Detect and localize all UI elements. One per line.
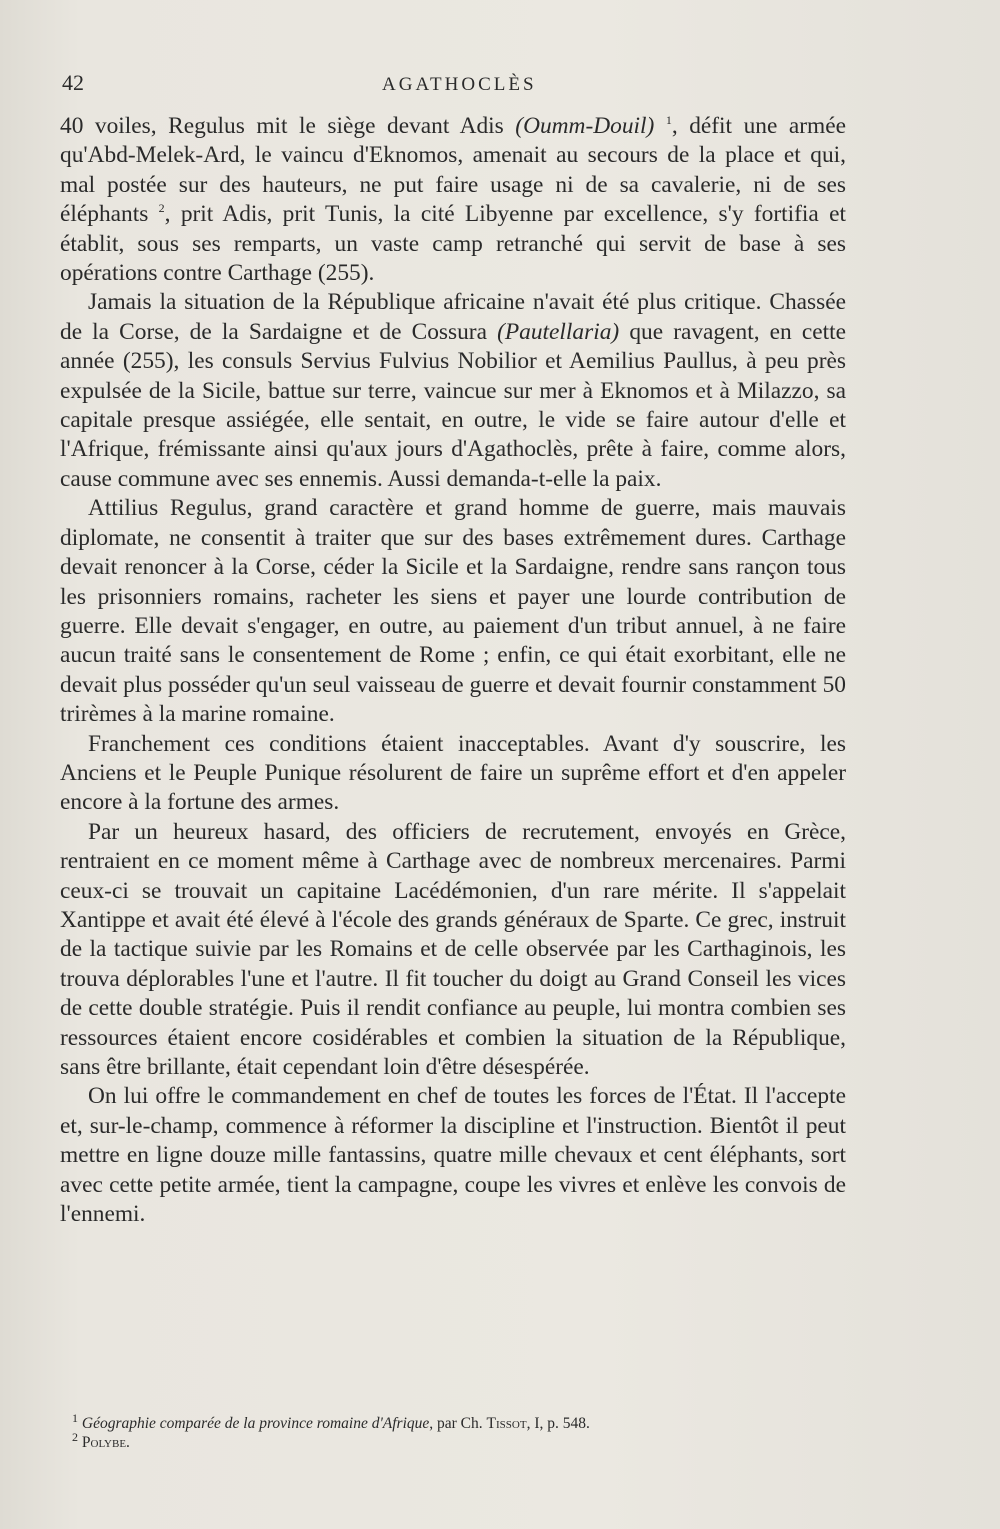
footnote-number: 2 bbox=[72, 1429, 78, 1444]
page-number: 42 bbox=[62, 70, 84, 95]
text-run: , défit une armée qu'Abd-Melek-Ard, le vaincu d'Eknomos, amenait au secours de la place et qui, mal postée sur des hauteurs, ne put faire usage ni de sa cavalerie, ni de ses éléphants bbox=[60, 113, 846, 228]
text-run: 40 voiles, Regulus mit le siège devant Adis bbox=[60, 113, 516, 139]
paragraph: Franchement ces conditions étaient inacceptables. Avant d'y souscrire, les Anciens et le Peuple Punique résolurent de faire un suprême effort et d'en appeler encore à la fortune des armes. bbox=[60, 730, 846, 816]
paragraph: On lui offre le commandement en chef de toutes les forces de l'État. Il l'accepte et, sur-le-champ, commence à réformer la discipline et l'instruction. Bientôt il peut mettre en ligne douze mille fantassins, quatre mille chevaux et cent éléphants, sort avec cette petite armée, tient la campagne, coupe les vivres et enlève les convois de l'ennemi. bbox=[60, 1083, 846, 1228]
paragraph: Par un heureux hasard, des officiers de recrutement, envoyés en Grèce, rentraient en ce moment même à Carthage avec de nombreux mercenaires. Parmi ceux-ci se trouvait un capitaine Lacédémonien, d'un rare mérite. Il s'appelait Xantippe et avait été élevé à l'école des grands généraux de Sparte. Ce grec, instruit de la tactique suivie par les Romains et de celle observée par les Carthaginois, les trouva déplorables l'une et l'autre. Il fit toucher du doigt au Grand Conseil les vices de cette double stratégie. Puis il rendit confiance au peuple, lui montra combien ses ressources étaient encore cosidérables et combien la situation de la République, sans être brillante, était cependant loin d'être désespérée. bbox=[60, 818, 846, 1080]
footnote-number: 1 bbox=[72, 1410, 78, 1425]
footnote-author: Polybe. bbox=[81, 1434, 130, 1451]
footnote-ref: 2 bbox=[158, 201, 165, 216]
running-title: AGATHOCLÈS bbox=[382, 74, 537, 95]
paragraph: Attilius Regulus, grand caractère et grand homme de guerre, mais mauvais diplomate, ne consentit à traiter que sur des bases extrêmement dures. Carthage devait renoncer à la Corse, céder la Sicile et la Sardaigne, rendre sans rançon tous les prisonniers romains, racheter les siens et payer une lourde contribution de guerre. Elle devait s'engager, en outre, au paiement d'un tribut annuel, à ne faire aucun traité sans le consentement de Rome ; enfin, ce qui était exorbitant, elle ne devait plus posséder qu'un seul vaisseau de guerre et devait fournir constamment 50 trirèmes à la marine romaine. bbox=[60, 495, 846, 728]
footnote bbox=[72, 1410, 852, 1433]
text-run: , I, p. 548. bbox=[526, 1415, 590, 1432]
text-run: , prit Adis, prit Tunis, la cité Libyenne par excellence, s'y fortifia et établit, sous ses remparts, un vaste camp retranché qui servit de base à ses opérations contre Carthage (255). bbox=[60, 201, 847, 287]
footnote-author: Tissot bbox=[486, 1415, 527, 1432]
footnote-title: Géographie comparée de la province romaine d'Afrique bbox=[81, 1415, 430, 1432]
footnote bbox=[72, 1429, 852, 1452]
footnotes bbox=[72, 1410, 852, 1452]
page-header bbox=[62, 70, 850, 104]
text-run: Jamais la situation de la République africaine n'avait été plus critique. Chassée de la Corse, de la Sardaigne et de Cossura bbox=[60, 289, 846, 345]
paragraph bbox=[60, 112, 846, 288]
footnote-ref: 1 bbox=[665, 113, 672, 128]
place-name: (Oumm-Douil) bbox=[515, 113, 655, 139]
text-run: , par Ch. bbox=[429, 1415, 487, 1432]
text-run: que ravagent, en cette année (255), les consuls Servius Fulvius Nobilior et Aemilius Paullus, à peu près expulsée de la Sicile, battue sur terre, vaincue sur mer à Eknomos et à Milazzo, sa capitale presque assiégée, elle sentait, en outre, le vide se faire autour d'elle et l'Afrique, frémissante ainsi qu'aux jours d'Agathoclès, prête à faire, comme alors, cause commune avec ses ennemis. Aussi demanda-t-elle la paix. bbox=[60, 318, 846, 492]
place-name: (Pautellaria) bbox=[497, 318, 620, 345]
paragraph bbox=[60, 288, 846, 494]
body-text bbox=[60, 112, 846, 1229]
